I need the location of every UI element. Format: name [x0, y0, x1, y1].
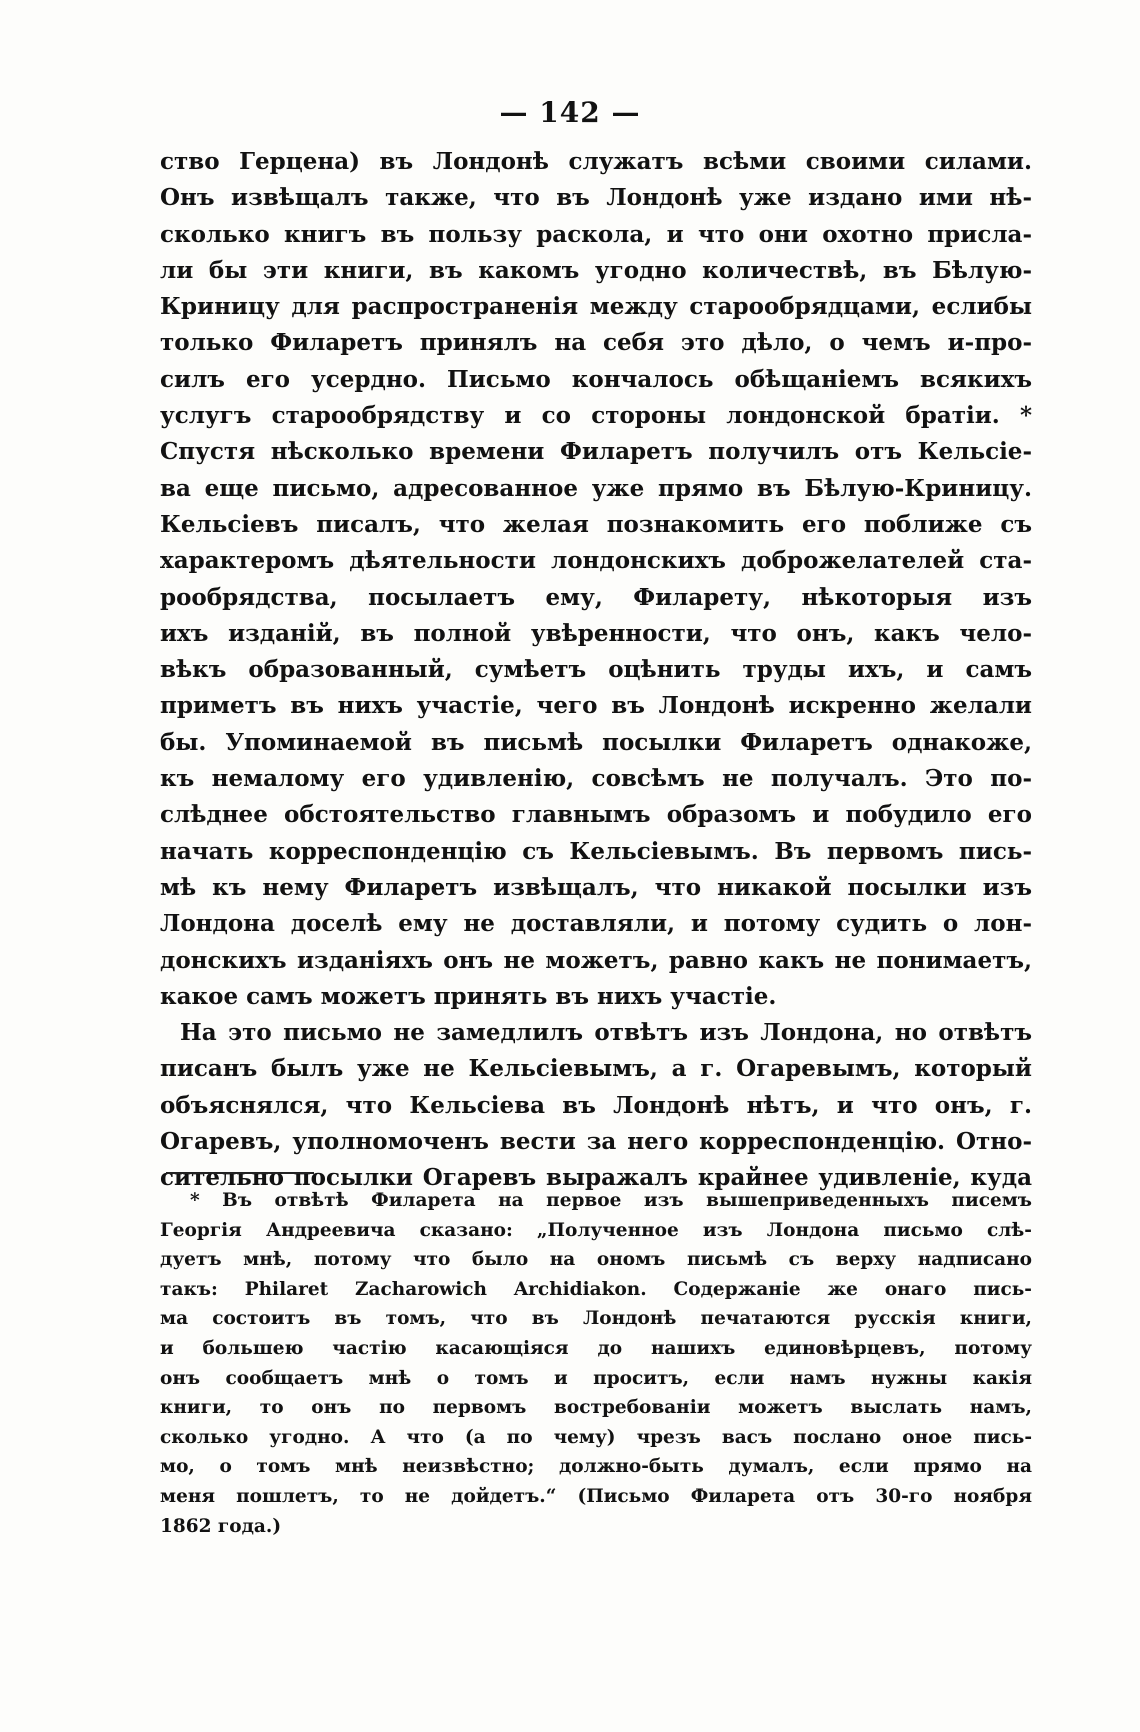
text-line: къ немалому его удивленію, совсѣмъ не получалъ. Это по-: [160, 765, 1032, 793]
page-number: — 142 —: [499, 96, 641, 129]
text-line: На это письмо не замедлилъ отвѣтъ изъ Лондона, но отвѣтъ: [180, 1019, 1032, 1047]
footnote-block: [160, 1186, 1032, 1541]
footnote-line: и большею частію касающіяся до нашихъ единовѣрцевъ, потому: [160, 1337, 1032, 1359]
text-line: силъ его усердно. Письмо кончалось обѣщаніемъ всякихъ: [160, 365, 1032, 393]
text-line: Спустя нѣсколько времени Филаретъ получилъ отъ Кельсіе-: [160, 438, 1032, 466]
text-line: сколько книгъ въ пользу раскола, и что они охотно присла-: [160, 220, 1032, 248]
text-line: бы. Упоминаемой въ письмѣ посылки Филаретъ однакоже,: [160, 728, 1032, 756]
text-line: ли бы эти книги, въ какомъ угодно количествѣ, въ Бѣлую-: [160, 256, 1032, 284]
text-line: ихъ изданій, въ полной увѣренности, что онъ, какъ чело-: [160, 619, 1032, 647]
footnote-line: дуетъ мнѣ, потому что было на ономъ письмѣ съ верху надписано: [160, 1249, 1032, 1271]
footnote-line: мо, о томъ мнѣ неизвѣстно; должно-быть думалъ, если прямо на: [160, 1456, 1032, 1478]
footnote-line: сколько угодно. А что (а по чему) чрезъ васъ послано оное пись-: [160, 1426, 1032, 1448]
text-line: ва еще письмо, адресованное уже прямо въ Бѣлую-Криницу.: [160, 474, 1032, 502]
footnote-line: книги, то онъ по первомъ востребованіи можетъ выслать намъ,: [160, 1397, 1032, 1419]
text-line: Лондона доселѣ ему не доставляли, и потому судить о лон-: [160, 910, 1032, 938]
text-line: сительно посылки Огаревъ выражалъ крайнее удивленіе, куда: [160, 1164, 1032, 1192]
text-line: Криницу для распространенія между старообрядцами, еслибы: [160, 293, 1032, 321]
main-text-block: [160, 144, 1032, 1197]
footnote-line: Георгія Андреевича сказано: „Полученное изъ Лондона письмо слѣ-: [160, 1219, 1032, 1241]
footnote-line: * Въ отвѣтѣ Филарета на первое изъ вышеприведенныхъ писемъ: [190, 1190, 1032, 1211]
text-line: писанъ былъ уже не Кельсіевымъ, а г. Огаревымъ, который: [160, 1055, 1032, 1083]
text-line: рообрядства, посылаетъ ему, Филарету, нѣкоторыя изъ: [160, 583, 1032, 611]
text-line: ство Герцена) въ Лондонѣ служатъ всѣми своими силами.: [160, 148, 1032, 175]
footnote-line: меня пошлетъ, то не дойдетъ.“ (Письмо Филарета отъ 30-го ноября: [160, 1485, 1032, 1507]
text-line: приметъ въ нихъ участіе, чего въ Лондонѣ искренно желали: [160, 692, 1032, 720]
text-line: слѣднее обстоятельство главнымъ образомъ и побудило его: [160, 801, 1032, 829]
footnote-line: 1862 года.): [160, 1515, 282, 1537]
text-line: донскихъ изданіяхъ онъ не можетъ, равно какъ не понимаетъ,: [160, 946, 1032, 974]
text-line: характеромъ дѣятельности лондонскихъ доброжелателей ста-: [160, 547, 1032, 575]
footnote-line: онъ сообщаетъ мнѣ о томъ и проситъ, если намъ нужны какія: [160, 1367, 1032, 1389]
text-line: мѣ къ нему Филаретъ извѣщалъ, что никакой посылки изъ: [160, 873, 1032, 901]
text-line: Огаревъ, уполномоченъ вести за него корреспонденцію. Отно-: [160, 1128, 1032, 1156]
text-line: только Филаретъ принялъ на себя это дѣло, о чемъ и-про-: [160, 329, 1032, 357]
text-line: Онъ извѣщалъ также, что въ Лондонѣ уже издано ими нѣ-: [160, 184, 1032, 212]
text-line: начать корреспонденцію съ Кельсіевымъ. Въ первомъ пись-: [160, 837, 1032, 865]
footnote-divider: [166, 1172, 314, 1174]
text-line: вѣкъ образованный, сумѣетъ оцѣнить труды ихъ, и самъ: [160, 656, 1032, 684]
text-line: услугъ старообрядству и со стороны лондонской братіи. *: [160, 402, 1032, 430]
text-line: объяснялся, что Кельсіева въ Лондонѣ нѣтъ, и что онъ, г.: [160, 1091, 1032, 1119]
text-line: Кельсіевъ писалъ, что желая познакомить его поближе съ: [160, 510, 1032, 538]
footnote-line: такъ: Philaret Zacharowich Archidiakon. Содержаніе же онаго пись-: [160, 1278, 1032, 1300]
footnote-line: ма состоитъ въ томъ, что въ Лондонѣ печатаются русскія книги,: [160, 1308, 1032, 1330]
text-line: какое самъ можетъ принять въ нихъ участіе.: [160, 982, 777, 1010]
